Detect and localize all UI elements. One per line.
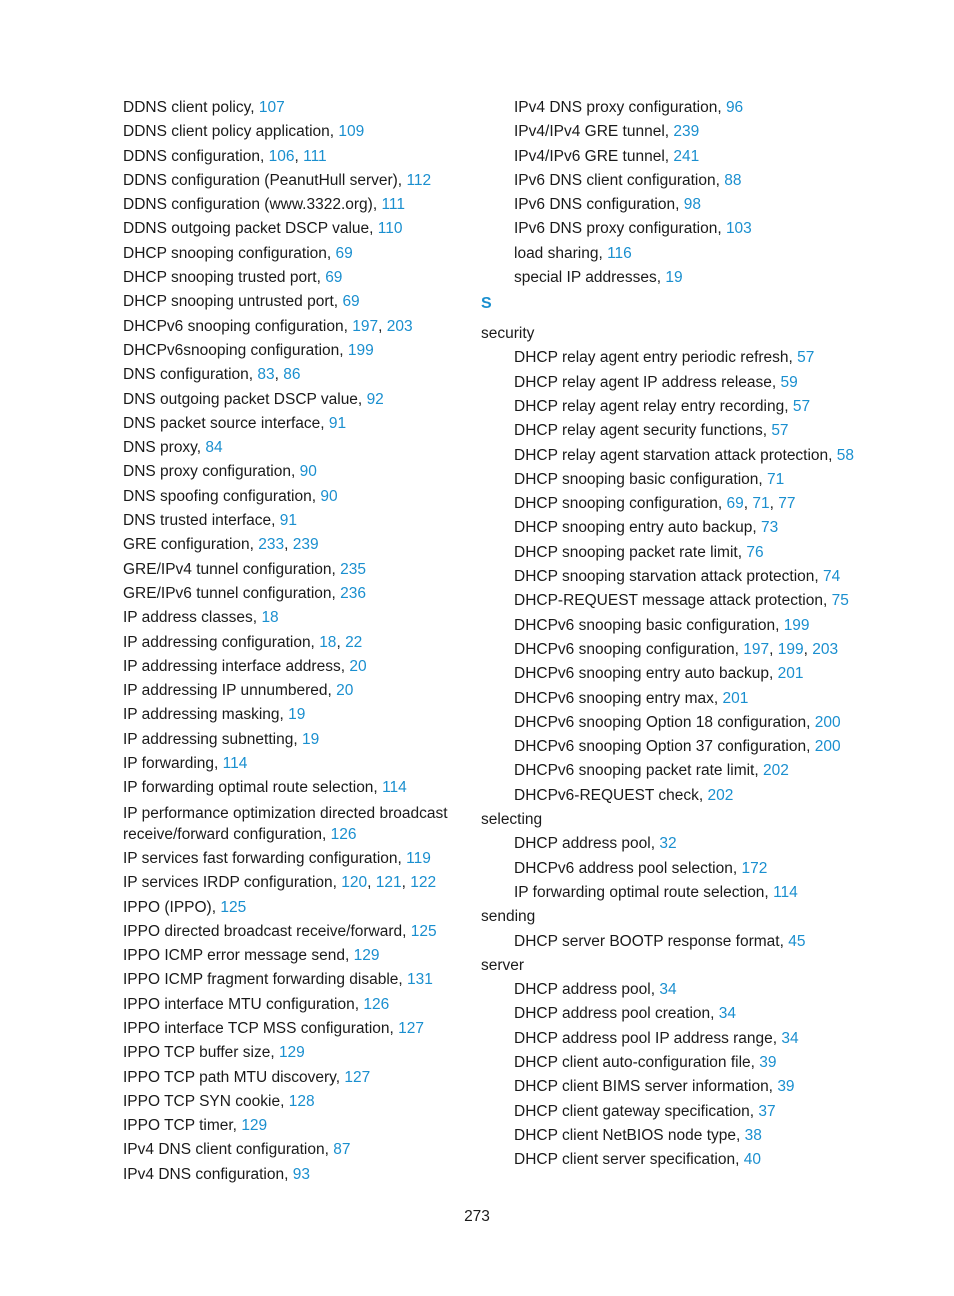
page-ref-link[interactable]: 129	[278, 1044, 305, 1062]
page-ref-link[interactable]: 131	[407, 971, 433, 989]
index-term: DHCPv6 snooping Option 18 configuration,	[514, 713, 811, 731]
index-entry	[123, 1140, 463, 1160]
page-ref-link[interactable]: 37	[758, 1102, 776, 1120]
index-term: GRE/IPv4 tunnel configuration,	[123, 560, 336, 578]
index-entry	[481, 421, 881, 441]
index-entry	[481, 859, 881, 879]
page-ref-link[interactable]: 71	[752, 495, 770, 513]
page-ref-link[interactable]: 127	[398, 1019, 424, 1037]
page-ref-link[interactable]: 93	[292, 1165, 310, 1183]
page-ref-link[interactable]: 88	[724, 171, 742, 189]
page-ref-link[interactable]: 109	[338, 123, 365, 141]
page-ref-link[interactable]: 112	[406, 171, 432, 189]
index-term: special IP addresses,	[514, 269, 662, 287]
index-entry	[123, 970, 463, 990]
index-entry: DHCPv6 snooping configuration, 197, 203	[123, 317, 413, 335]
index-entry	[123, 754, 463, 774]
page-ref-link[interactable]: 125	[220, 898, 247, 916]
page-ref-link[interactable]: 126	[363, 995, 390, 1013]
page-ref-link[interactable]: 22	[345, 633, 363, 651]
page-ref-link[interactable]: 69	[325, 269, 343, 287]
index-entry	[123, 462, 463, 482]
index-term: DHCP client server specification,	[514, 1151, 740, 1169]
page-ref-link[interactable]: 119	[406, 849, 431, 867]
index-entry	[123, 219, 463, 239]
page-ref-link[interactable]: 18	[261, 609, 279, 627]
index-term: IPPO ICMP error message send,	[123, 947, 350, 965]
page-ref-link[interactable]: 128	[288, 1092, 315, 1110]
page-number: 273	[464, 1208, 490, 1225]
page-ref-link[interactable]: 203	[386, 317, 413, 335]
index-term: DHCP relay agent entry periodic refresh,	[514, 349, 793, 367]
index-entry	[123, 171, 463, 191]
index-term: DDNS client policy application,	[123, 123, 335, 141]
index-entry	[481, 1077, 881, 1097]
index-term: DHCP-REQUEST message attack protection,	[514, 592, 828, 610]
index-term: IPv4 DNS client configuration,	[123, 1141, 329, 1159]
index-heading-selecting: selecting	[481, 811, 543, 829]
index-entry	[481, 980, 881, 1000]
index-entry	[481, 518, 881, 538]
index-term: DHCP address pool,	[514, 981, 656, 999]
page-ref-link[interactable]: 114	[382, 779, 407, 797]
index-entry	[123, 390, 463, 410]
index-term: DHCP server BOOTP response format,	[514, 932, 784, 950]
index-term: DHCP address pool creation,	[514, 1005, 715, 1023]
index-term: DHCP snooping packet rate limit,	[514, 543, 743, 561]
page-ref-link[interactable]: 241	[673, 147, 700, 165]
index-entry	[123, 195, 463, 215]
page-ref-link[interactable]: 71	[767, 470, 785, 488]
page-ref-link[interactable]: 236	[340, 584, 367, 602]
page-ref-link[interactable]: 20	[336, 682, 354, 700]
index-entry: IP addressing configuration, 18, 22	[123, 633, 363, 651]
index-term: IPv6 DNS proxy configuration,	[514, 220, 722, 238]
page-ref-link[interactable]: 57	[771, 422, 789, 440]
index-entry	[123, 705, 463, 725]
page-ref-link[interactable]: 202	[707, 786, 734, 804]
index-entry	[123, 898, 463, 918]
index-term: DHCPv6 snooping basic configuration,	[514, 616, 780, 634]
page-ref-link[interactable]: 200	[814, 738, 841, 756]
index-term: DHCP client BIMS server information,	[514, 1078, 773, 1096]
index-entry	[481, 171, 881, 191]
page-ref-link[interactable]: 39	[777, 1078, 795, 1096]
page-ref-link[interactable]: 111	[381, 196, 406, 214]
page-ref-link[interactable]: 69	[342, 293, 360, 311]
index-entry	[123, 511, 463, 531]
index-entry	[123, 1092, 463, 1112]
index-entry	[123, 1068, 463, 1088]
index-term: DHCPv6 snooping configuration,	[123, 317, 348, 335]
index-term: IP forwarding optimal route selection,	[514, 883, 769, 901]
index-entry	[123, 584, 463, 604]
page-ref-link[interactable]: 69	[726, 495, 744, 513]
index-term: IP addressing interface address,	[123, 657, 346, 675]
page-ref-link[interactable]: 235	[340, 560, 367, 578]
index-term: DHCPv6 snooping entry max,	[514, 689, 719, 707]
page-ref-link[interactable]: 116	[607, 244, 632, 262]
index-entry	[123, 681, 463, 701]
index-term: DHCP snooping configuration,	[514, 495, 723, 513]
page-ref-link[interactable]: 40	[743, 1151, 761, 1169]
index-entry	[123, 657, 463, 677]
index-term: DDNS configuration (www.3322.org),	[123, 196, 378, 214]
index-term: IPv4 DNS configuration,	[123, 1165, 289, 1183]
index-term: DHCPv6 snooping entry auto backup,	[514, 665, 774, 683]
index-heading-security: security	[481, 325, 535, 343]
index-entry	[123, 1165, 463, 1185]
index-term: IPPO ICMP fragment forwarding disable,	[123, 971, 403, 989]
index-term: IP address classes,	[123, 609, 258, 627]
index-term: DHCP snooping starvation attack protection,	[514, 568, 819, 586]
index-term: DHCP relay agent security functions,	[514, 422, 767, 440]
index-entry	[481, 567, 881, 587]
index-entry	[481, 1126, 881, 1146]
index-entry: DHCP snooping configuration, 69, 71, 77	[514, 495, 796, 513]
page-ref-link[interactable]: 91	[328, 414, 347, 432]
index-entry	[123, 414, 463, 434]
page-ref-link[interactable]: 34	[718, 1005, 737, 1023]
page-ref-link[interactable]: 90	[320, 487, 338, 505]
index-entry	[481, 1004, 881, 1024]
page-ref-link[interactable]: 90	[299, 463, 317, 481]
page-ref-link[interactable]: 86	[283, 366, 301, 384]
index-term: IPv6 DNS configuration,	[514, 196, 680, 214]
index-entry	[481, 1150, 881, 1170]
index-entry	[481, 397, 881, 417]
page-ref-link[interactable]: 197	[352, 317, 379, 335]
page-ref-link[interactable]: 98	[683, 196, 701, 214]
index-column-left	[123, 98, 463, 1189]
page-ref-link[interactable]: 34	[781, 1029, 799, 1047]
index-entry	[123, 341, 463, 361]
index-entry	[481, 713, 881, 733]
index-term: DNS proxy,	[123, 439, 202, 457]
index-column-right	[481, 98, 881, 1174]
index-entry	[123, 292, 463, 312]
index-term: DHCP address pool,	[514, 835, 656, 853]
index-entry	[123, 98, 463, 118]
index-entry	[123, 1019, 463, 1039]
index-term: IP addressing subnetting,	[123, 730, 298, 748]
page-ref-link[interactable]: 127	[344, 1068, 371, 1086]
index-entry	[123, 438, 463, 458]
page-ref-link[interactable]: 129	[241, 1117, 268, 1135]
index-entry	[123, 1043, 463, 1063]
index-term: DHCP snooping configuration,	[123, 244, 332, 262]
page-ref-link[interactable]: 73	[761, 519, 779, 537]
index-term: IP performance optimization directed broadcast receive/forward configuration,	[123, 804, 448, 843]
index-term: DHCP client gateway specification,	[514, 1102, 755, 1120]
index-entry	[481, 244, 881, 264]
index-term: DHCPv6 snooping Option 37 configuration,	[514, 738, 811, 756]
index-entry	[481, 543, 881, 563]
index-entry: GRE configuration, 233, 239	[123, 536, 319, 554]
index-term: IPPO TCP timer,	[123, 1117, 237, 1135]
page-ref-link[interactable]: 96	[725, 99, 744, 116]
index-term: DNS spoofing configuration,	[123, 487, 317, 505]
index-entry	[123, 487, 463, 507]
index-term: IP services IRDP configuration,	[123, 874, 337, 892]
index-entry	[123, 560, 463, 580]
index-term: IP forwarding,	[123, 755, 219, 773]
page-ref-link[interactable]: 92	[366, 390, 384, 408]
index-entry	[481, 932, 881, 952]
index-term: DHCP snooping entry auto backup,	[514, 519, 757, 537]
index-term: DHCP relay agent IP address release,	[514, 373, 777, 391]
index-term: DNS configuration,	[123, 366, 254, 384]
index-term: IP services fast forwarding configuration,	[123, 849, 402, 867]
page-ref-link[interactable]: 106	[268, 147, 295, 165]
index-term: DHCP relay agent starvation attack protection,	[514, 446, 833, 464]
index-entry	[481, 348, 881, 368]
index-term: GRE configuration,	[123, 536, 254, 554]
page-ref-link[interactable]: 110	[377, 220, 403, 238]
page-ref-link[interactable]: 199	[783, 616, 810, 634]
index-term: IPPO (IPPO),	[123, 898, 217, 916]
index-entry	[123, 268, 463, 288]
page-ref-link[interactable]: 59	[780, 373, 798, 391]
index-term: DHCPv6snooping configuration,	[123, 341, 344, 359]
index-term: IPPO interface TCP MSS configuration,	[123, 1019, 394, 1037]
index-term: IPv6 DNS client configuration,	[514, 171, 720, 189]
index-entry	[481, 689, 881, 709]
page-ref-link[interactable]: 126	[330, 825, 357, 843]
index-term: IPPO TCP SYN cookie,	[123, 1092, 285, 1110]
index-entry	[481, 147, 881, 167]
index-term: IPv4/IPv4 GRE tunnel,	[514, 123, 670, 141]
page-ref-link[interactable]: 239	[292, 536, 319, 554]
page-ref-link[interactable]: 19	[301, 730, 320, 748]
index-term: DHCP snooping basic configuration,	[514, 470, 763, 488]
page-ref-link[interactable]: 39	[759, 1053, 777, 1071]
index-heading-sending: sending	[481, 908, 536, 926]
page-ref-link[interactable]: 129	[353, 947, 380, 965]
page-ref-link[interactable]: 114	[222, 755, 248, 773]
page-ref-link[interactable]: 69	[335, 244, 353, 262]
page-ref-link[interactable]: 172	[741, 859, 768, 877]
index-term: DHCPv6-REQUEST check,	[514, 786, 704, 804]
page-ref-link[interactable]: 107	[258, 99, 285, 116]
page-ref-link[interactable]: 203	[812, 640, 839, 658]
index-term: DDNS configuration (PeanutHull server),	[123, 171, 403, 189]
index-term: DDNS outgoing packet DSCP value,	[123, 220, 374, 238]
page-ref-link[interactable]: 201	[777, 665, 804, 683]
index-entry	[481, 786, 881, 806]
index-term: DNS proxy configuration,	[123, 463, 296, 481]
index-term: DHCP snooping untrusted port,	[123, 293, 339, 311]
index-entry	[123, 778, 463, 798]
index-term: IP forwarding optimal route selection,	[123, 779, 378, 797]
page-ref-link[interactable]: 57	[792, 397, 811, 415]
page-ref-link[interactable]: 34	[659, 981, 677, 999]
index-entry	[481, 470, 881, 490]
index-entry	[481, 1053, 881, 1073]
index-entry	[123, 849, 463, 869]
index-term: DHCPv6 address pool selection,	[514, 859, 738, 877]
page-ref-link[interactable]: 18	[319, 633, 337, 651]
index-entry	[123, 608, 463, 628]
index-term: IPPO directed broadcast receive/forward,	[123, 922, 407, 940]
page-ref-link[interactable]: 57	[797, 349, 815, 367]
index-entry	[123, 122, 463, 142]
index-entry	[481, 122, 881, 142]
index-term: DHCP address pool IP address range,	[514, 1029, 778, 1047]
index-entry	[123, 244, 463, 264]
index-term: DHCP snooping trusted port,	[123, 269, 321, 287]
page-ref-link[interactable]: 74	[823, 568, 841, 586]
index-entry	[123, 1116, 463, 1136]
index-entry: DHCPv6 snooping configuration, 197, 199, 203	[514, 640, 839, 658]
page-ref-link[interactable]: 58	[836, 446, 855, 464]
page-ref-link[interactable]: 32	[659, 835, 677, 853]
page-ref-link[interactable]: 111	[303, 147, 327, 165]
page-ref-link[interactable]: 103	[725, 220, 752, 238]
page-ref-link[interactable]: 197	[743, 640, 770, 658]
page-ref-link[interactable]: 199	[777, 640, 804, 658]
index-entry	[481, 98, 881, 118]
index-term: IPPO TCP buffer size,	[123, 1044, 275, 1062]
page-ref-link[interactable]: 233	[258, 536, 285, 554]
index-entry	[481, 195, 881, 215]
index-term: IP addressing configuration,	[123, 633, 315, 651]
index-term: GRE/IPv6 tunnel configuration,	[123, 584, 336, 602]
page-ref-link[interactable]: 114	[773, 883, 798, 901]
index-term: DHCP client NetBIOS node type,	[514, 1126, 741, 1144]
page-ref-link[interactable]: 76	[746, 543, 764, 561]
page-ref-link[interactable]: 77	[778, 495, 796, 513]
index-entry: IP services IRDP configuration, 120, 121, 122	[123, 874, 437, 892]
page-ref-link[interactable]: 87	[333, 1141, 351, 1159]
index-entry	[481, 446, 881, 466]
index-term: DHCP client auto-configuration file,	[514, 1053, 755, 1071]
index-term: IPv4/IPv6 GRE tunnel,	[514, 147, 670, 165]
index-entry	[481, 616, 881, 636]
index-term: DHCPv6 snooping packet rate limit,	[514, 762, 759, 780]
page-ref-link[interactable]: 120	[341, 874, 368, 892]
page-ref-link[interactable]: 200	[814, 713, 841, 731]
index-entry	[123, 730, 463, 750]
index-entry	[481, 268, 881, 288]
page-ref-link[interactable]: 125	[410, 922, 437, 940]
index-term: IPPO TCP path MTU discovery,	[123, 1068, 341, 1086]
index-term: DHCP relay agent relay entry recording,	[514, 397, 789, 415]
index-entry	[123, 946, 463, 966]
page-ref-link[interactable]: 91	[279, 512, 298, 530]
index-term: IP addressing masking,	[123, 706, 284, 724]
index-term: DNS packet source interface,	[123, 414, 325, 432]
page-ref-link[interactable]: 45	[788, 932, 806, 950]
index-entry	[481, 834, 881, 854]
page-ref-link[interactable]: 122	[410, 874, 437, 892]
index-term: IPv4 DNS proxy configuration,	[514, 99, 722, 116]
index-entry: DNS configuration, 83, 86	[123, 366, 301, 384]
index-entry	[481, 373, 881, 393]
page-ref-link[interactable]: 19	[665, 269, 683, 287]
page-ref-link[interactable]: 20	[349, 657, 367, 675]
index-entry	[481, 1102, 881, 1122]
page-ref-link[interactable]: 19	[288, 706, 306, 724]
index-heading-server: server	[481, 956, 525, 974]
index-term: DNS outgoing packet DSCP value,	[123, 390, 363, 408]
index-term: IP addressing IP unnumbered,	[123, 682, 332, 700]
index-entry	[481, 737, 881, 757]
index-term: load sharing,	[514, 244, 603, 262]
index-entry: DDNS configuration, 106, 111	[123, 147, 327, 165]
index-entry	[481, 664, 881, 684]
index-entry	[481, 591, 881, 611]
index-entry	[123, 995, 463, 1015]
index-entry	[123, 803, 463, 845]
index-entry	[123, 922, 463, 942]
page-ref-link[interactable]: 201	[722, 689, 749, 707]
index-term: DDNS configuration,	[123, 147, 265, 165]
index-entry	[481, 219, 881, 239]
page-ref-link[interactable]: 75	[831, 592, 849, 610]
index-entry	[481, 1029, 881, 1049]
page-ref-link[interactable]: 83	[257, 366, 275, 384]
page-ref-link[interactable]: 121	[375, 874, 402, 892]
index-term: DNS trusted interface,	[123, 512, 276, 530]
index-letter-heading: S	[481, 295, 492, 313]
index-entry	[481, 761, 881, 781]
index-entry	[481, 883, 881, 903]
page-ref-link[interactable]: 202	[762, 762, 789, 780]
index-term: DDNS client policy,	[123, 99, 255, 116]
page-ref-link[interactable]: 38	[744, 1126, 762, 1144]
index-term: IPPO interface MTU configuration,	[123, 995, 360, 1013]
page-ref-link[interactable]: 239	[673, 123, 700, 141]
index-term: DHCPv6 snooping configuration,	[514, 640, 739, 658]
page-ref-link[interactable]: 199	[347, 341, 374, 359]
page-ref-link[interactable]: 84	[205, 439, 223, 457]
